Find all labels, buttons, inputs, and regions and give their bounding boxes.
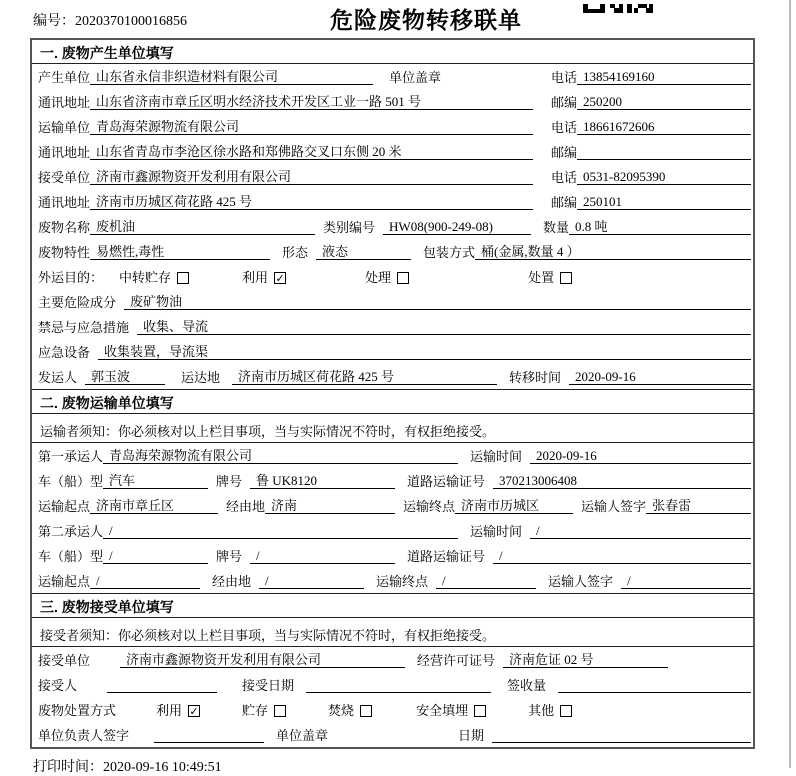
first-carrier-row <box>32 443 753 468</box>
serial-value: 2020370100016856 <box>75 14 187 29</box>
checkbox: ✓ <box>189 704 199 718</box>
vehicle-type-label: 车（船）型 <box>38 549 104 564</box>
zip-value <box>577 159 751 160</box>
carrier2-label: 第二承运人 <box>38 524 104 539</box>
disposal-option-other <box>528 703 572 718</box>
zip-label: 邮编 <box>550 195 577 210</box>
plate-label: 牌号 <box>216 549 243 564</box>
waste-name-row <box>32 214 753 239</box>
checkbox <box>177 272 189 284</box>
receiving-unit-row <box>32 647 753 672</box>
transfer-time-label: 转移时间 <box>509 370 562 385</box>
option-label: 安全填埋 <box>416 703 469 718</box>
option-label: 贮存 <box>242 703 269 718</box>
transporter-value: 青岛海荣源物流有限公司 <box>90 119 533 135</box>
checkbox <box>560 705 572 717</box>
hazard-value: 废矿物油 <box>124 294 751 310</box>
serial-label: 编号： <box>33 14 75 29</box>
vehicle-type-value: 汽车 <box>103 473 208 489</box>
manifest-form <box>30 38 755 749</box>
via-value: 济南 <box>265 498 395 514</box>
emergency-row <box>32 314 753 339</box>
license-label: 经营许可证号 <box>417 653 496 668</box>
vehicle-type-value: / <box>103 548 208 564</box>
quantity-label: 数量 <box>543 220 570 235</box>
option-label: 处理 <box>365 270 392 285</box>
transporter-label: 运输单位 <box>38 120 91 135</box>
route1-row <box>32 493 753 518</box>
date-value <box>492 742 751 743</box>
receiver-row <box>32 164 753 189</box>
vehicle1-row <box>32 468 753 493</box>
destination-label: 运达地 <box>181 370 221 385</box>
option-label: 其他 <box>528 703 555 718</box>
hazard-label: 主要危险成分 <box>38 295 117 310</box>
address-label: 通讯地址 <box>38 95 91 110</box>
hazard-row <box>32 289 753 314</box>
transport-time-label: 运输时间 <box>470 449 523 464</box>
address-value: 山东省青岛市李沧区徐水路和郑佛路交叉口东侧 20 米 <box>90 144 533 160</box>
receiver-value: 济南市鑫源物资开发利用有限公司 <box>90 169 533 185</box>
responsible-sign-label: 单位负责人签字 <box>38 728 130 743</box>
equipment-value: 收集装置，导流渠 <box>98 344 751 360</box>
checkbox <box>560 272 572 284</box>
plate-label: 牌号 <box>216 474 243 489</box>
permit-value: / <box>493 548 751 564</box>
waste-properties-row <box>32 239 753 264</box>
via-label: 经由地 <box>212 574 252 589</box>
destination-value: 济南市历城区荷花路 425 号 <box>232 369 497 385</box>
packaging-value: 桶(金属,数量 4 ） <box>475 244 751 260</box>
via-label: 经由地 <box>226 499 266 514</box>
form-value: 液态 <box>316 244 411 260</box>
acceptor-value <box>107 692 217 693</box>
disposal-method-row <box>32 697 753 722</box>
transport-time-label: 运输时间 <box>470 524 523 539</box>
permit-label: 道路运输证号 <box>407 474 486 489</box>
purpose-option-dispose <box>528 270 572 285</box>
carrier-sign-label: 运输人签字 <box>581 499 647 514</box>
origin-value: / <box>90 573 200 589</box>
plate-value: / <box>250 548 395 564</box>
signed-amount-label: 签收量 <box>507 678 547 693</box>
document-header <box>0 0 796 38</box>
checkbox <box>360 705 372 717</box>
checkbox <box>474 705 486 717</box>
checkbox <box>397 272 409 284</box>
waste-props-value: 易燃性,毒性 <box>90 244 270 260</box>
responsible-sign-value <box>154 742 264 743</box>
section-transporter <box>32 389 753 593</box>
producer-row <box>32 64 753 89</box>
sender-value: 郭玉波 <box>85 369 165 385</box>
acceptor-row <box>32 672 753 697</box>
transporter-notice: 运输者须知：你必须核对以上栏目事项，当与实际情况不符时，有权拒绝接受。 <box>32 414 753 443</box>
permit-label: 道路运输证号 <box>407 549 486 564</box>
print-time-value: 2020-09-16 10:49:51 <box>103 760 222 775</box>
checkbox <box>274 705 286 717</box>
address-value: 济南市历城区荷花路 425 号 <box>90 194 533 210</box>
address-label: 通讯地址 <box>38 195 91 210</box>
phone-label: 电话 <box>550 120 577 135</box>
sender-label: 发运人 <box>38 370 78 385</box>
second-carrier-row <box>32 518 753 543</box>
carrier2-value: / <box>103 523 458 539</box>
section1-header: 一. 废物产生单位填写 <box>32 40 753 64</box>
transporter-row <box>32 114 753 139</box>
purpose-option-transfer <box>119 270 189 285</box>
accept-date-value <box>306 692 491 693</box>
date-label: 日期 <box>458 728 485 743</box>
option-label: 处置 <box>528 270 555 285</box>
carrier-sign-value: / <box>621 573 751 589</box>
unit-seal-label: 单位盖章 <box>276 728 329 743</box>
receiver-label: 接受单位 <box>38 170 91 185</box>
option-label: 利用 <box>242 270 269 285</box>
quantity-value: 0.8 吨 <box>569 219 751 235</box>
phone-label: 电话 <box>550 170 577 185</box>
receiver-address-row <box>32 189 753 214</box>
purpose-label: 外运目的： <box>38 270 104 285</box>
vehicle2-row <box>32 543 753 568</box>
option-label: 中转贮存 <box>119 270 172 285</box>
sender-row <box>32 364 753 389</box>
acceptor-label: 接受人 <box>38 678 78 693</box>
disposal-option-use <box>156 703 200 718</box>
transport-time-value: / <box>530 523 751 539</box>
waste-code-value: HW08(900-249-08) <box>383 219 531 235</box>
disposal-option-store <box>242 703 286 718</box>
receiving-unit-value: 济南市鑫源物资开发利用有限公司 <box>120 652 405 668</box>
checkbox: ✓ <box>275 271 285 285</box>
producer-address-row <box>32 89 753 114</box>
route2-row <box>32 568 753 593</box>
transporter-address-row <box>32 139 753 164</box>
signed-amount-value <box>558 692 751 693</box>
terminus-value: 济南市历城区 <box>455 498 573 514</box>
accept-date-label: 接受日期 <box>242 678 295 693</box>
section3-header: 三. 废物接受单位填写 <box>32 594 753 618</box>
zip-value: 250101 <box>577 194 751 210</box>
print-time-label: 打印时间： <box>33 760 103 775</box>
producer-value: 山东省永信非织造材料有限公司 <box>90 69 373 85</box>
responsible-sign-row <box>32 722 753 747</box>
phone-value: 18661672606 <box>577 119 751 135</box>
producer-label: 产生单位 <box>38 70 91 85</box>
phone-value: 0531-82095390 <box>577 169 751 185</box>
seal-label: 单位盖章 <box>389 70 442 85</box>
purpose-option-treat <box>365 270 409 285</box>
terminus-label: 运输终点 <box>376 574 429 589</box>
disposal-option-landfill <box>416 703 486 718</box>
phone-label: 电话 <box>550 70 577 85</box>
permit-value: 370213006408 <box>493 473 751 489</box>
emergency-label: 禁忌与应急措施 <box>38 320 130 335</box>
purpose-option-use <box>242 270 286 285</box>
form-label: 形态 <box>282 245 309 260</box>
phone-value: 13854169160 <box>577 69 751 85</box>
waste-props-label: 废物特性 <box>38 245 91 260</box>
carrier1-value: 青岛海荣源物流有限公司 <box>103 448 458 464</box>
disposal-label: 废物处置方式 <box>38 703 117 718</box>
origin-value: 济南市章丘区 <box>90 498 218 514</box>
zip-label: 邮编 <box>550 95 577 110</box>
transfer-time-value: 2020-09-16 <box>569 369 751 385</box>
address-value: 山东省济南市章丘区明水经济技术开发区工业一路 501 号 <box>90 94 533 110</box>
section-receiver <box>32 593 753 747</box>
page-edge <box>789 0 791 768</box>
waste-code-label: 类别编号 <box>323 220 376 235</box>
carrier1-label: 第一承运人 <box>38 449 104 464</box>
waste-name-label: 废物名称 <box>38 220 91 235</box>
origin-label: 运输起点 <box>38 499 91 514</box>
transport-time-value: 2020-09-16 <box>530 448 751 464</box>
terminus-label: 运输终点 <box>403 499 456 514</box>
zip-value: 250200 <box>577 94 751 110</box>
purpose-row <box>32 264 753 289</box>
zip-label: 邮编 <box>550 145 577 160</box>
terminus-value: / <box>436 573 536 589</box>
page-title: 危险废物转移联单 <box>330 7 522 33</box>
plate-value: 鲁 UK8120 <box>250 473 395 489</box>
equipment-label: 应急设备 <box>38 345 91 360</box>
via-value: / <box>259 573 364 589</box>
emergency-value: 收集、导流 <box>137 319 751 335</box>
receiving-unit-label: 接受单位 <box>38 653 91 668</box>
carrier-sign-label: 运输人签字 <box>548 574 614 589</box>
disposal-option-incinerate <box>328 703 372 718</box>
option-label: 利用 <box>156 703 183 718</box>
waste-name-value: 废机油 <box>90 219 315 235</box>
equipment-row <box>32 339 753 364</box>
section-producer <box>32 40 753 389</box>
address-label: 通讯地址 <box>38 145 91 160</box>
vehicle-type-label: 车（船）型 <box>38 474 104 489</box>
origin-label: 运输起点 <box>38 574 91 589</box>
section2-header: 二. 废物运输单位填写 <box>32 390 753 414</box>
carrier-sign-value: 张春雷 <box>646 498 751 514</box>
license-value: 济南危证 02 号 <box>503 652 668 668</box>
print-time <box>33 756 796 776</box>
serial-number <box>33 10 187 30</box>
option-label: 焚烧 <box>328 703 355 718</box>
receiver-notice: 接受者须知：你必须核对以上栏目事项，当与实际情况不符时，有权拒绝接受。 <box>32 618 753 647</box>
packaging-label: 包装方式 <box>423 245 476 260</box>
